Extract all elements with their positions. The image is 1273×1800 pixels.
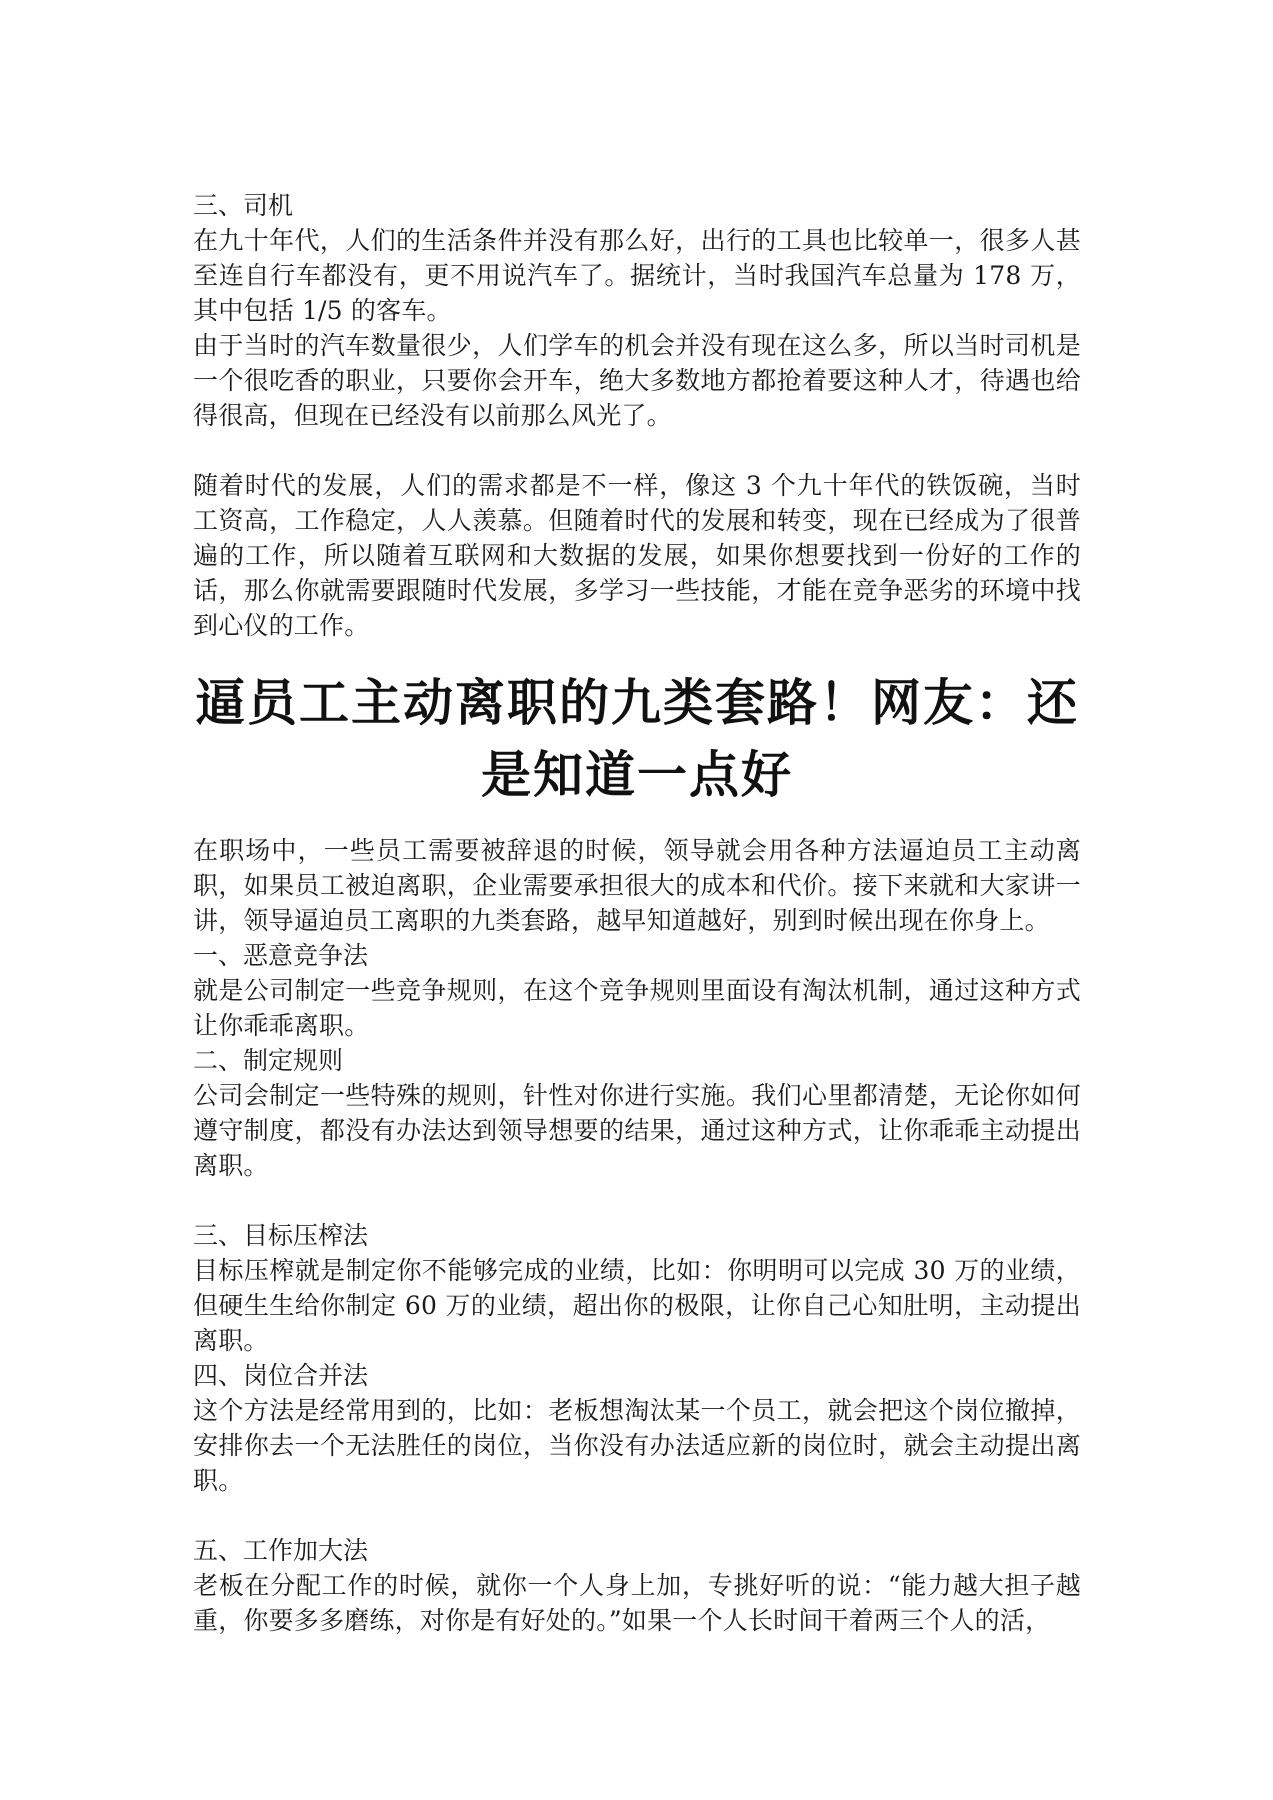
paragraph: 由于当时的汽车数量很少，人们学车的机会并没有现在这么多，所以当时司机是一个很吃香的职业，只要你会开车，绝大多数地方都抢着要这种人才，待遇也给得很高，但现在已经没有以前那么风光了。	[193, 331, 1081, 430]
item-text: 这个方法是经常用到的，比如：老板想淘汰某一个员工，就会把这个岗位撤掉，安排你去一个无法胜任的岗位，当你没有办法适应新的岗位时，就会主动提出离职。	[193, 1396, 1081, 1495]
article-title-line1: 逼员工主动离职的九类套路！网友：还	[195, 674, 1079, 732]
article-title-line2: 是知道一点好	[481, 746, 793, 804]
conclusion-paragraph: 随着时代的发展，人们的需求都是不一样，像这 3 个九十年代的铁饭碗，当时工资高，工作稳定，人人羡慕。但随着时代的发展和转变，现在已经成为了很普遍的工作，所以随着互联网和大数据的发展，如果你想要找到一份好的工作的话，那么你就需要跟随时代发展，多学习一些技能，才能在竞争恶劣的环境中找到心仪的工作。	[193, 471, 1081, 640]
item-heading: 三、目标压榨法	[193, 1221, 369, 1250]
section-heading: 三、司机	[193, 191, 294, 220]
item-text: 老板在分配工作的时候，就你一个人身上加，专挑好听的说：“能力越大担子越重，你要多多磨练，对你是有好处的。”如果一个人长时间干着两三个人的活，	[193, 1571, 1081, 1635]
blank-line	[193, 1498, 1081, 1533]
article-title	[193, 667, 1081, 811]
article-body	[193, 833, 1081, 1638]
blank-line	[193, 1183, 1081, 1218]
item-heading: 五、工作加大法	[193, 1536, 369, 1565]
section-driver	[193, 188, 1081, 643]
item-heading: 一、恶意竞争法	[193, 941, 369, 970]
item-heading: 四、岗位合并法	[193, 1361, 369, 1390]
item-text: 就是公司制定一些竞争规则，在这个竞争规则里面设有淘汰机制，通过这种方式让你乖乖离职。	[193, 976, 1081, 1040]
item-heading: 二、制定规则	[193, 1046, 344, 1075]
item-text: 目标压榨就是制定你不能够完成的业绩，比如：你明明可以完成 30 万的业绩，但硬生生给你制定 60 万的业绩，超出你的极限，让你自己心知肚明，主动提出离职。	[193, 1256, 1081, 1355]
document-page	[193, 188, 1081, 1638]
paragraph: 在九十年代，人们的生活条件并没有那么好，出行的工具也比较单一，很多人甚至连自行车都没有，更不用说汽车了。据统计，当时我国汽车总量为 178 万，其中包括 1/5 的客车。	[193, 226, 1081, 325]
blank-line	[193, 433, 1081, 468]
intro-paragraph: 在职场中，一些员工需要被辞退的时候，领导就会用各种方法逼迫员工主动离职，如果员工被迫离职，企业需要承担很大的成本和代价。接下来就和大家讲一讲，领导逼迫员工离职的九类套路，越早知道越好，别到时候出现在你身上。	[193, 836, 1081, 935]
item-text: 公司会制定一些特殊的规则，针性对你进行实施。我们心里都清楚，无论你如何遵守制度，都没有办法达到领导想要的结果，通过这种方式，让你乖乖主动提出离职。	[193, 1081, 1081, 1180]
